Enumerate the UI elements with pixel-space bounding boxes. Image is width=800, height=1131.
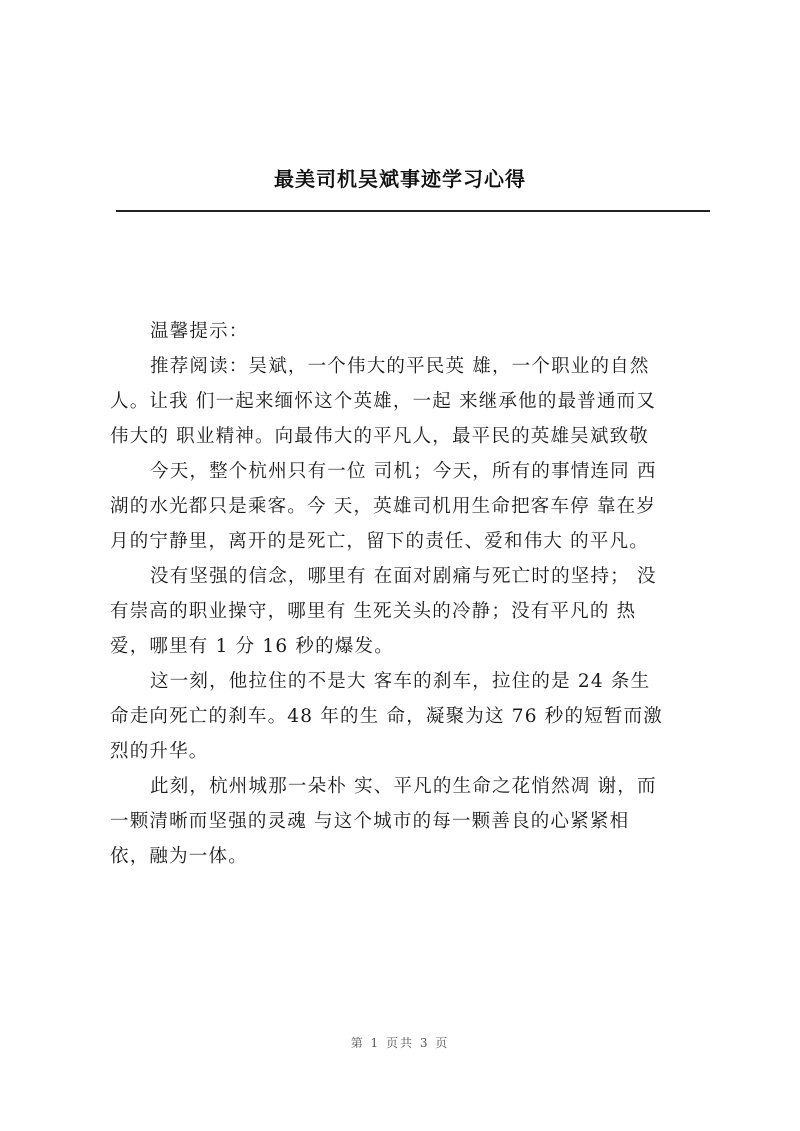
text-line: 此刻，杭州城那一朵朴 实、平凡的生命之花悄然凋 谢，而 xyxy=(150,776,657,797)
text-line: 烈的升华。 xyxy=(110,741,209,762)
page-footer: 第 1 页共 3 页 xyxy=(350,1036,450,1050)
text-line: 人。让我 们一起来缅怀这个英雄，一起 来继承他的最普通而又 xyxy=(110,391,657,412)
text-line: 今天，整个杭州只有一位 司机；今天，所有的事情连同 西 xyxy=(150,461,657,482)
text-line: 月的宁静里，离开的是死亡，留下的责任、爱和伟大 的平凡。 xyxy=(110,531,649,552)
text-line: 推荐阅读：吴斌，一个伟大的平民英 雄，一个职业的自然 xyxy=(150,356,650,377)
text-line: 这一刻，他拉住的不是大 客车的刹车，拉住的是 24 条生 xyxy=(150,671,651,692)
text-line: 伟大的 职业精神。向最伟大的平凡人，最平民的英雄吴斌致敬 xyxy=(110,426,649,447)
document-title: 最美司机吴斌事迹学习心得 xyxy=(274,167,526,191)
text-line: 湖的水光都只是乘客。今 天，英雄司机用生命把客车停 靠在岁 xyxy=(110,496,657,517)
title-underline xyxy=(116,210,710,212)
text-line: 有崇高的职业操守，哪里有 生死关头的冷静；没有平凡的 热 xyxy=(110,601,637,622)
text-line: 命走向死亡的刹车。48 年的生 命，凝聚为这 76 秒的短暂而激 xyxy=(110,706,664,727)
document-body xyxy=(110,314,710,874)
text-line: 温馨提示： xyxy=(150,321,249,342)
text-line: 爱，哪里有 1 分 16 秒的爆发。 xyxy=(110,636,394,657)
text-line: 没有坚强的信念，哪里有 在面对剧痛与死亡时的坚持； 没 xyxy=(150,566,657,587)
text-line: 一颗清晰而坚强的灵魂 与这个城市的每一颗善良的心紧紧相 xyxy=(110,811,630,832)
text-line: 依，融为一体。 xyxy=(110,846,248,867)
